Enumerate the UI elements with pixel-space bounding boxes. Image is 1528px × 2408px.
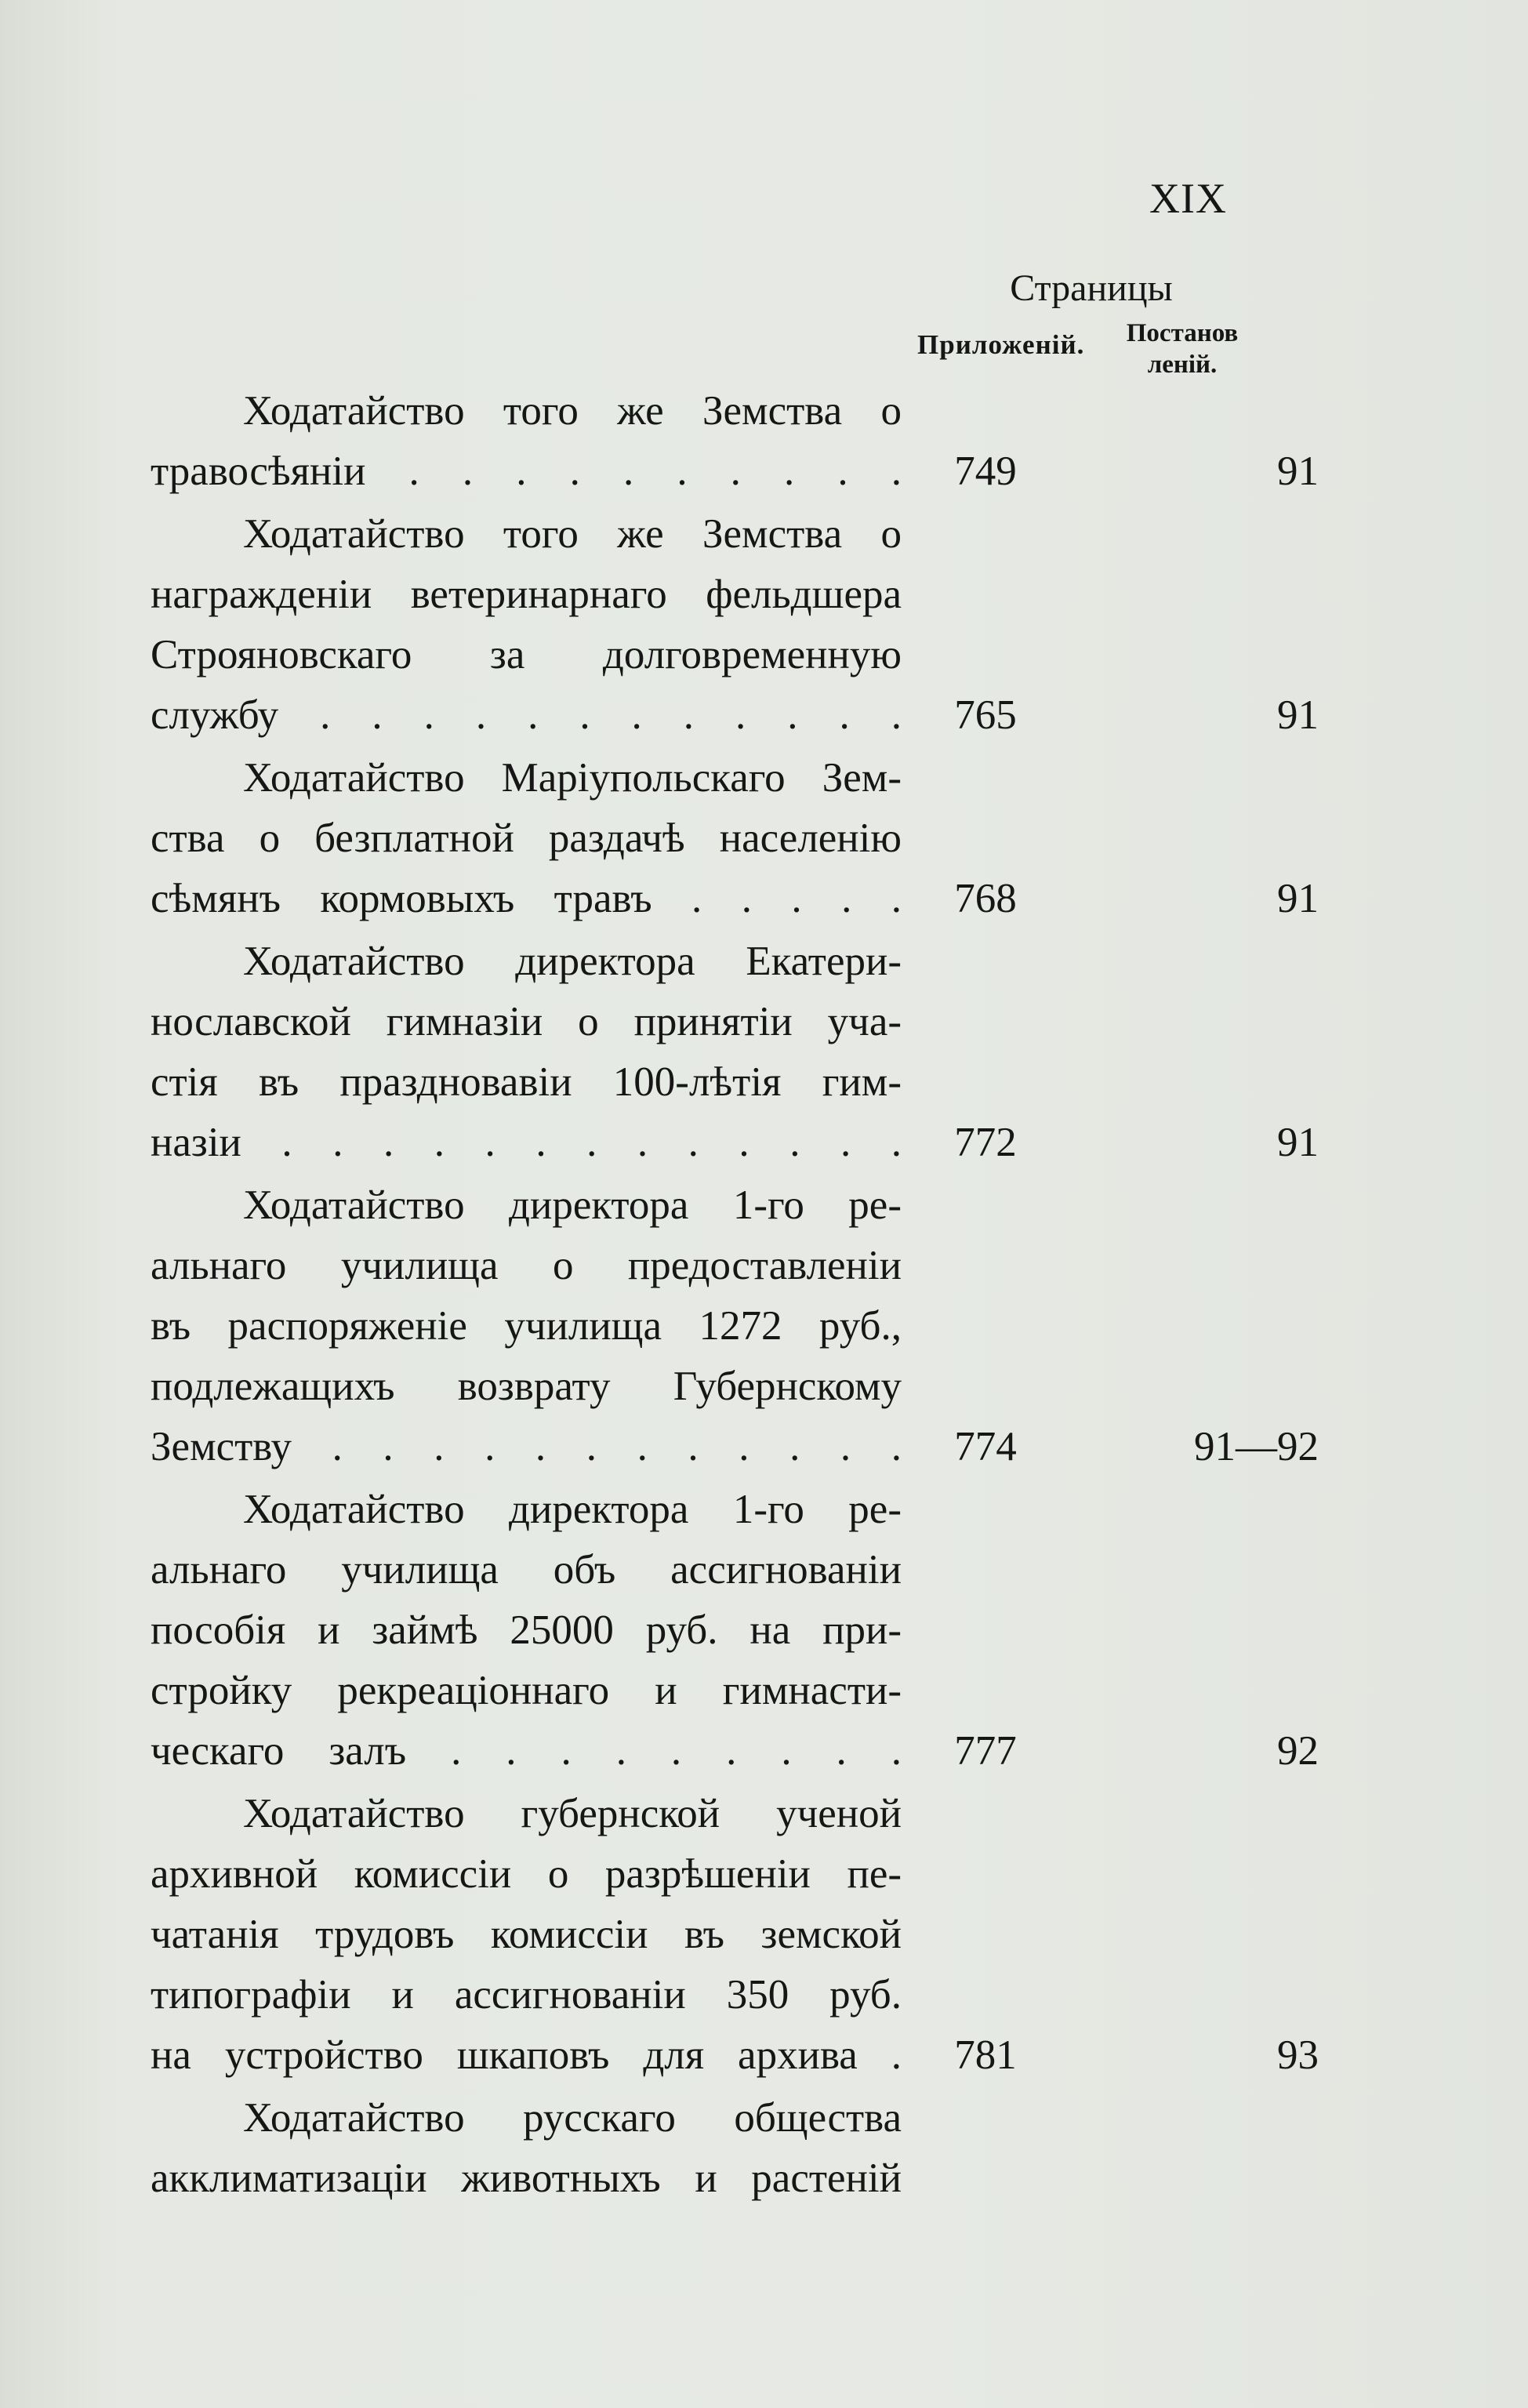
entry-line (151, 748, 1295, 808)
entry-text: акклиматизаціи животныхъ и растеній (151, 2156, 902, 2201)
entry-text: альнаго училища объ ассигнованіи (151, 1547, 902, 1593)
appendix-page-number: 781 (954, 2032, 1017, 2078)
index-entry (151, 932, 1319, 1173)
entry-line (151, 1721, 1319, 1781)
entry-text: Ходатайство того же Земства о (243, 511, 902, 557)
entry-line (151, 1844, 1295, 1905)
column-header-title: Страницы (1010, 267, 1173, 309)
index-entry (151, 504, 1319, 746)
entry-line (151, 685, 1319, 746)
entry-text: на устройство шкаповъ для архива . (151, 2032, 902, 2078)
index-entry (151, 2088, 1295, 2209)
entry-line (151, 625, 1295, 685)
entry-text: службу . . . . . . . . . . . . (151, 692, 902, 738)
entry-text: альнаго училища о предоставленіи (151, 1243, 902, 1288)
resolution-page-number: 91 (1277, 1120, 1319, 1165)
entry-line (151, 1357, 1295, 1417)
appendix-page-number: 777 (954, 1728, 1017, 1774)
entry-text: Ходатайство Маріупольскаго Зем- (243, 755, 902, 801)
resolution-page-number: 91 (1277, 876, 1319, 921)
entry-line (151, 2025, 1319, 2086)
entry-text: Ходатайство губернской ученой (243, 1791, 902, 1836)
entry-line (151, 1296, 1295, 1357)
entry-text: Ходатайство того же Земства о (243, 388, 902, 434)
entry-line (151, 1784, 1295, 1844)
entry-text: травосѣяніи . . . . . . . . . . (151, 449, 902, 494)
entry-text: чатанія трудовъ комиссіи въ земской (151, 1912, 902, 1957)
entry-text: Ходатайство русскаго общества (243, 2095, 902, 2141)
column-header-resolutions-line1: Постанов (1126, 319, 1239, 347)
entry-text: ческаго залъ . . . . . . . . . (151, 1728, 902, 1774)
entry-text: ства о безплатной раздачѣ населенію (151, 815, 902, 861)
column-header-resolutions (1112, 318, 1253, 380)
entry-text: сѣмянъ кормовыхъ травъ . . . . . (151, 876, 902, 921)
resolution-page-number: 92 (1277, 1728, 1319, 1774)
entry-line (151, 2148, 1295, 2209)
entry-line (151, 1052, 1295, 1113)
resolution-page-number: 91 (1277, 449, 1319, 494)
entry-line (151, 1600, 1295, 1661)
entry-text: Ходатайство директора Екатери- (243, 939, 902, 984)
entry-text: стройку рекреаціоннаго и гимнасти- (151, 1668, 902, 1713)
entry-line (151, 1236, 1295, 1296)
appendix-page-number: 768 (954, 876, 1017, 921)
column-header-appendices: Приложеній. (917, 329, 1085, 360)
entry-line (151, 1175, 1295, 1236)
entry-text: пособія и займѣ 25000 руб. на при- (151, 1607, 902, 1653)
entry-text: стія въ праздновавіи 100-лѣтія гим- (151, 1059, 902, 1105)
entry-line (151, 932, 1295, 992)
entry-text: въ распоряженіе училища 1272 руб., (151, 1303, 902, 1349)
appendix-page-number: 772 (954, 1120, 1017, 1165)
resolution-page-number: 93 (1277, 2032, 1319, 2078)
entry-line (151, 869, 1319, 929)
appendix-page-number: 749 (954, 449, 1017, 494)
entry-text: Строяновскаго за долговременную (151, 632, 902, 677)
index-entries (151, 381, 1319, 2209)
entry-line (151, 1540, 1295, 1600)
entry-line (151, 1480, 1295, 1540)
entry-line (151, 1113, 1319, 1173)
appendix-page-number: 765 (954, 692, 1017, 738)
entry-line (151, 1965, 1295, 2025)
resolution-page-number: 91 (1277, 692, 1319, 738)
entry-line (151, 1905, 1295, 1965)
entry-text: Земству . . . . . . . . . . . . (151, 1424, 902, 1469)
entry-line (151, 1417, 1319, 1477)
entry-line (151, 504, 1295, 565)
index-entry (151, 1784, 1319, 2086)
column-header-resolutions-line2: леній. (1147, 350, 1218, 379)
appendix-page-number: 774 (954, 1424, 1017, 1469)
entry-text: архивной комиссіи о разрѣшеніи пе- (151, 1851, 902, 1897)
entry-text: назіи . . . . . . . . . . . . . (151, 1120, 902, 1165)
page-number: XIX (1149, 175, 1227, 222)
entry-line (151, 992, 1295, 1052)
entry-line (151, 381, 1295, 441)
entry-text: Ходатайство директора 1-го ре- (243, 1487, 902, 1532)
entry-line (151, 1661, 1295, 1721)
index-entry (151, 1480, 1319, 1781)
entry-line (151, 441, 1319, 502)
entry-text: награжденіи ветеринарнаго фельдшера (151, 572, 902, 617)
index-entry (151, 381, 1319, 502)
index-entry (151, 1175, 1319, 1477)
entry-text: типографіи и ассигнованіи 350 руб. (151, 1972, 902, 2018)
resolution-page-number: 91—92 (1194, 1424, 1319, 1469)
entry-line (151, 565, 1295, 625)
index-entry (151, 748, 1319, 929)
entry-text: Ходатайство директора 1-го ре- (243, 1182, 902, 1228)
entry-text: подлежащихъ возврату Губернскому (151, 1364, 902, 1409)
entry-line (151, 2088, 1295, 2148)
entry-line (151, 808, 1295, 869)
entry-text: нославской гимназіи о принятіи уча- (151, 999, 902, 1044)
